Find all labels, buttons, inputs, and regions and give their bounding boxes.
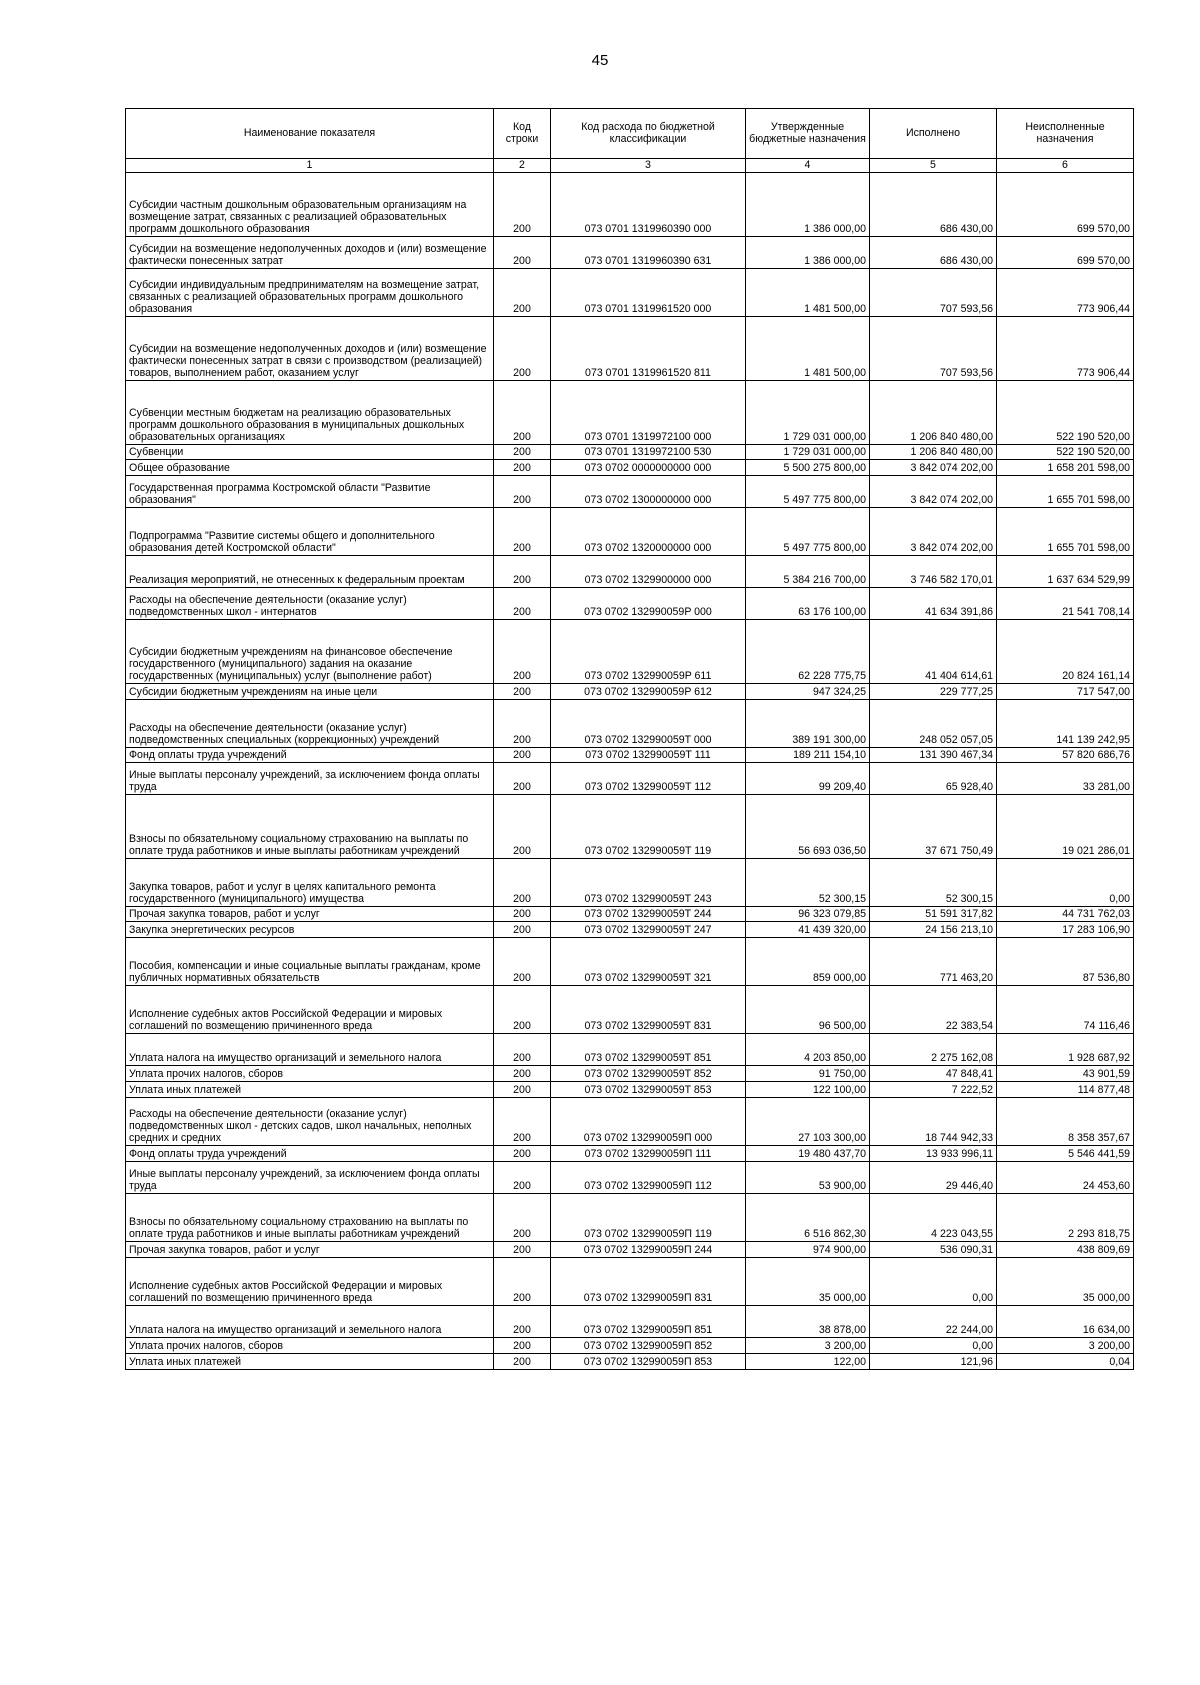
row-expense-code: 073 0701 1319961520 811: [551, 317, 746, 381]
row-unexecuted: 87 536,80: [997, 938, 1134, 986]
row-name: Уплата налога на имущество организаций и земельного налога: [126, 1034, 494, 1066]
row-line-code: 200: [494, 1034, 551, 1066]
table-row: [126, 684, 1134, 700]
table-row: [126, 1082, 1134, 1098]
row-expense-code: 073 0702 132990059П 852: [551, 1338, 746, 1354]
row-expense-code: 073 0702 0000000000 000: [551, 460, 746, 476]
row-expense-code: 073 0702 132990059T 111: [551, 748, 746, 763]
table-row: [126, 700, 1134, 748]
row-approved: 389 191 300,00: [746, 700, 870, 748]
table-row: [126, 620, 1134, 684]
row-expense-code: 073 0702 132990059P 611: [551, 620, 746, 684]
row-executed: 2 275 162,08: [870, 1034, 997, 1066]
row-executed: 131 390 467,34: [870, 748, 997, 763]
column-number: 4: [746, 159, 870, 173]
row-expense-code: 073 0702 132990059П 244: [551, 1242, 746, 1258]
row-line-code: 200: [494, 1066, 551, 1082]
row-line-code: 200: [494, 1146, 551, 1162]
row-unexecuted: 1 655 701 598,00: [997, 476, 1134, 508]
row-approved: 5 497 775 800,00: [746, 508, 870, 556]
row-name: Субвенции: [126, 445, 494, 460]
table-row: [126, 381, 1134, 445]
table-row: [126, 1162, 1134, 1194]
row-line-code: 200: [494, 476, 551, 508]
row-executed: 3 842 074 202,00: [870, 476, 997, 508]
row-executed: 0,00: [870, 1258, 997, 1306]
row-approved: 189 211 154,10: [746, 748, 870, 763]
row-line-code: 200: [494, 748, 551, 763]
row-line-code: 200: [494, 269, 551, 317]
header-executed: Исполнено: [870, 109, 997, 159]
table-row: [126, 269, 1134, 317]
row-expense-code: 073 0702 132990059T 112: [551, 763, 746, 795]
page-number: 45: [591, 52, 609, 69]
header-indicator-name: Наименование показателя: [126, 109, 494, 159]
row-executed: 41 634 391,86: [870, 588, 997, 620]
row-line-code: 200: [494, 795, 551, 859]
row-unexecuted: 20 824 161,14: [997, 620, 1134, 684]
row-name: Субсидии индивидуальным предпринимателям на возмещение затрат, связанных с реализацией образовательных программ дошкольного образования: [126, 269, 494, 317]
row-executed: 22 383,54: [870, 986, 997, 1034]
column-number-row: [126, 159, 1134, 173]
row-name: Субвенции местным бюджетам на реализацию образовательных программ дошкольного образования в муниципальных дошкольных образовательных организациях: [126, 381, 494, 445]
header-expense-code: Код расхода по бюджетной классификации: [551, 109, 746, 159]
row-line-code: 200: [494, 1082, 551, 1098]
row-expense-code: 073 0702 132990059T 321: [551, 938, 746, 986]
row-name: Субсидии на возмещение недополученных доходов и (или) возмещение фактически понесенных затрат в связи с производством (реализацией) товаров, выполнением работ, оказанием услуг: [126, 317, 494, 381]
row-executed: 13 933 996,11: [870, 1146, 997, 1162]
table-row: [126, 748, 1134, 763]
table-row: [126, 1194, 1134, 1242]
table-row: [126, 938, 1134, 986]
row-executed: 536 090,31: [870, 1242, 997, 1258]
row-executed: 52 300,15: [870, 859, 997, 907]
row-name: Взносы по обязательному социальному страхованию на выплаты по оплате труда работников и иные выплаты работникам учреждений: [126, 795, 494, 859]
row-expense-code: 073 0701 1319972100 530: [551, 445, 746, 460]
row-executed: 51 591 317,82: [870, 907, 997, 922]
row-line-code: 200: [494, 1242, 551, 1258]
row-expense-code: 073 0702 132990059T 853: [551, 1082, 746, 1098]
column-number: 1: [126, 159, 494, 173]
row-expense-code: 073 0701 1319960390 000: [551, 173, 746, 237]
row-unexecuted: 773 906,44: [997, 317, 1134, 381]
row-unexecuted: 522 190 520,00: [997, 381, 1134, 445]
row-unexecuted: 21 541 708,14: [997, 588, 1134, 620]
row-name: Фонд оплаты труда учреждений: [126, 748, 494, 763]
row-name: Расходы на обеспечение деятельности (оказание услуг) подведомственных специальных (коррекционных) учреждений: [126, 700, 494, 748]
row-unexecuted: 522 190 520,00: [997, 445, 1134, 460]
row-executed: 29 446,40: [870, 1162, 997, 1194]
row-approved: 1 386 000,00: [746, 237, 870, 269]
row-line-code: 200: [494, 460, 551, 476]
row-approved: 62 228 775,75: [746, 620, 870, 684]
table-row: [126, 795, 1134, 859]
row-line-code: 200: [494, 907, 551, 922]
row-executed: 686 430,00: [870, 237, 997, 269]
row-approved: 96 500,00: [746, 986, 870, 1034]
row-name: Уплата прочих налогов, сборов: [126, 1066, 494, 1082]
row-unexecuted: 5 546 441,59: [997, 1146, 1134, 1162]
row-executed: 65 928,40: [870, 763, 997, 795]
row-unexecuted: 699 570,00: [997, 173, 1134, 237]
row-approved: 56 693 036,50: [746, 795, 870, 859]
row-approved: 1 729 031 000,00: [746, 445, 870, 460]
table-row: [126, 1146, 1134, 1162]
row-executed: 37 671 750,49: [870, 795, 997, 859]
row-approved: 91 750,00: [746, 1066, 870, 1082]
row-name: Исполнение судебных актов Российской Федерации и мировых соглашений по возмещению причиненного вреда: [126, 986, 494, 1034]
column-number: 5: [870, 159, 997, 173]
row-expense-code: 073 0702 132990059T 244: [551, 907, 746, 922]
row-executed: 121,96: [870, 1354, 997, 1370]
row-line-code: 200: [494, 1162, 551, 1194]
row-name: Уплата иных платежей: [126, 1354, 494, 1370]
row-line-code: 200: [494, 763, 551, 795]
row-approved: 96 323 079,85: [746, 907, 870, 922]
row-unexecuted: 0,00: [997, 859, 1134, 907]
row-executed: 41 404 614,61: [870, 620, 997, 684]
row-name: Прочая закупка товаров, работ и услуг: [126, 907, 494, 922]
row-unexecuted: 773 906,44: [997, 269, 1134, 317]
header-row: [126, 109, 1134, 159]
row-unexecuted: 717 547,00: [997, 684, 1134, 700]
row-line-code: 200: [494, 381, 551, 445]
row-approved: 1 386 000,00: [746, 173, 870, 237]
row-name: Фонд оплаты труда учреждений: [126, 1146, 494, 1162]
table-row: [126, 508, 1134, 556]
row-approved: 859 000,00: [746, 938, 870, 986]
table-row: [126, 1306, 1134, 1338]
row-unexecuted: 35 000,00: [997, 1258, 1134, 1306]
row-line-code: 200: [494, 445, 551, 460]
table-row: [126, 1242, 1134, 1258]
table-body: [126, 173, 1134, 1370]
row-line-code: 200: [494, 1306, 551, 1338]
row-line-code: 200: [494, 588, 551, 620]
row-line-code: 200: [494, 1098, 551, 1146]
row-expense-code: 073 0701 1319960390 631: [551, 237, 746, 269]
table-row: [126, 476, 1134, 508]
row-expense-code: 073 0702 132990059T 119: [551, 795, 746, 859]
row-line-code: 200: [494, 922, 551, 938]
row-approved: 63 176 100,00: [746, 588, 870, 620]
row-approved: 3 200,00: [746, 1338, 870, 1354]
row-unexecuted: 57 820 686,76: [997, 748, 1134, 763]
row-line-code: 200: [494, 317, 551, 381]
row-executed: 0,00: [870, 1338, 997, 1354]
row-approved: 1 481 500,00: [746, 269, 870, 317]
table-row: [126, 556, 1134, 588]
budget-execution-table: [125, 108, 1134, 1370]
row-name: Исполнение судебных актов Российской Федерации и мировых соглашений по возмещению причиненного вреда: [126, 1258, 494, 1306]
row-unexecuted: 19 021 286,01: [997, 795, 1134, 859]
row-executed: 47 848,41: [870, 1066, 997, 1082]
row-approved: 99 209,40: [746, 763, 870, 795]
row-approved: 41 439 320,00: [746, 922, 870, 938]
row-name: Уплата прочих налогов, сборов: [126, 1338, 494, 1354]
row-executed: 771 463,20: [870, 938, 997, 986]
row-line-code: 200: [494, 1338, 551, 1354]
row-approved: 1 729 031 000,00: [746, 381, 870, 445]
row-name: Закупка энергетических ресурсов: [126, 922, 494, 938]
row-approved: 53 900,00: [746, 1162, 870, 1194]
row-line-code: 200: [494, 556, 551, 588]
row-expense-code: 073 0702 132990059П 853: [551, 1354, 746, 1370]
column-number: 6: [997, 159, 1134, 173]
row-line-code: 200: [494, 1354, 551, 1370]
row-name: Расходы на обеспечение деятельности (оказание услуг) подведомственных школ - интернатов: [126, 588, 494, 620]
row-approved: 35 000,00: [746, 1258, 870, 1306]
row-expense-code: 073 0702 132990059T 851: [551, 1034, 746, 1066]
row-expense-code: 073 0702 1329900000 000: [551, 556, 746, 588]
row-name: Иные выплаты персоналу учреждений, за исключением фонда оплаты труда: [126, 1162, 494, 1194]
row-name: Субсидии бюджетным учреждениям на иные цели: [126, 684, 494, 700]
row-name: Подпрограмма "Развитие системы общего и дополнительного образования детей Костромской области": [126, 508, 494, 556]
row-executed: 3 842 074 202,00: [870, 460, 997, 476]
row-name: Субсидии бюджетным учреждениям на финансовое обеспечение государственного (муниципального) задания на оказание государственных (муниципальных) услуг (выполнение работ): [126, 620, 494, 684]
row-name: Субсидии на возмещение недополученных доходов и (или) возмещение фактически понесенных затрат: [126, 237, 494, 269]
row-approved: 4 203 850,00: [746, 1034, 870, 1066]
row-line-code: 200: [494, 1194, 551, 1242]
row-name: Общее образование: [126, 460, 494, 476]
row-executed: 248 052 057,05: [870, 700, 997, 748]
row-unexecuted: 24 453,60: [997, 1162, 1134, 1194]
row-unexecuted: 16 634,00: [997, 1306, 1134, 1338]
table-row: [126, 859, 1134, 907]
table-row: [126, 922, 1134, 938]
row-expense-code: 073 0702 132990059T 247: [551, 922, 746, 938]
table-row: [126, 986, 1134, 1034]
row-unexecuted: 1 655 701 598,00: [997, 508, 1134, 556]
row-executed: 3 746 582 170,01: [870, 556, 997, 588]
row-approved: 38 878,00: [746, 1306, 870, 1338]
row-approved: 19 480 437,70: [746, 1146, 870, 1162]
row-executed: 229 777,25: [870, 684, 997, 700]
row-expense-code: 073 0702 132990059П 831: [551, 1258, 746, 1306]
row-unexecuted: 438 809,69: [997, 1242, 1134, 1258]
row-executed: 7 222,52: [870, 1082, 997, 1098]
row-unexecuted: 33 281,00: [997, 763, 1134, 795]
row-expense-code: 073 0702 132990059П 111: [551, 1146, 746, 1162]
row-name: Прочая закупка товаров, работ и услуг: [126, 1242, 494, 1258]
row-line-code: 200: [494, 684, 551, 700]
row-executed: 1 206 840 480,00: [870, 445, 997, 460]
row-executed: 707 593,56: [870, 269, 997, 317]
table-row: [126, 1338, 1134, 1354]
row-executed: 3 842 074 202,00: [870, 508, 997, 556]
header-approved: Утвержденные бюджетные назначения: [746, 109, 870, 159]
table-row: [126, 1098, 1134, 1146]
row-approved: 6 516 862,30: [746, 1194, 870, 1242]
row-name: Уплата иных платежей: [126, 1082, 494, 1098]
row-executed: 686 430,00: [870, 173, 997, 237]
header-line-code: Код строки: [494, 109, 551, 159]
row-unexecuted: 114 877,48: [997, 1082, 1134, 1098]
row-line-code: 200: [494, 938, 551, 986]
row-line-code: 200: [494, 620, 551, 684]
row-approved: 122,00: [746, 1354, 870, 1370]
row-name: Реализация мероприятий, не отнесенных к федеральным проектам: [126, 556, 494, 588]
row-name: Закупка товаров, работ и услуг в целях капитального ремонта государственного (муниципального) имущества: [126, 859, 494, 907]
row-approved: 27 103 300,00: [746, 1098, 870, 1146]
row-expense-code: 073 0701 1319961520 000: [551, 269, 746, 317]
table-row: [126, 907, 1134, 922]
row-expense-code: 073 0702 1320000000 000: [551, 508, 746, 556]
row-line-code: 200: [494, 1258, 551, 1306]
table-row: [126, 237, 1134, 269]
row-expense-code: 073 0702 132990059P 000: [551, 588, 746, 620]
row-unexecuted: 141 139 242,95: [997, 700, 1134, 748]
row-expense-code: 073 0701 1319972100 000: [551, 381, 746, 445]
row-unexecuted: 699 570,00: [997, 237, 1134, 269]
row-expense-code: 073 0702 132990059T 852: [551, 1066, 746, 1082]
row-unexecuted: 1 658 201 598,00: [997, 460, 1134, 476]
row-executed: 22 244,00: [870, 1306, 997, 1338]
row-name: Пособия, компенсации и иные социальные выплаты гражданам, кроме публичных нормативных обязательств: [126, 938, 494, 986]
row-expense-code: 073 0702 132990059П 119: [551, 1194, 746, 1242]
row-name: Расходы на обеспечение деятельности (оказание услуг) подведомственных школ - детских садов, школ начальных, неполных средних и средних: [126, 1098, 494, 1146]
row-executed: 707 593,56: [870, 317, 997, 381]
table-row: [126, 445, 1134, 460]
table-row: [126, 1354, 1134, 1370]
table-row: [126, 173, 1134, 237]
header-unexecuted: Неисполненные назначения: [997, 109, 1134, 159]
row-unexecuted: 8 358 357,67: [997, 1098, 1134, 1146]
row-expense-code: 073 0702 1300000000 000: [551, 476, 746, 508]
row-approved: 122 100,00: [746, 1082, 870, 1098]
row-approved: 974 900,00: [746, 1242, 870, 1258]
table-row: [126, 763, 1134, 795]
row-expense-code: 073 0702 132990059П 000: [551, 1098, 746, 1146]
row-line-code: 200: [494, 859, 551, 907]
row-line-code: 200: [494, 986, 551, 1034]
row-approved: 5 497 775 800,00: [746, 476, 870, 508]
row-approved: 947 324,25: [746, 684, 870, 700]
row-unexecuted: 0,04: [997, 1354, 1134, 1370]
row-line-code: 200: [494, 508, 551, 556]
row-executed: 4 223 043,55: [870, 1194, 997, 1242]
row-executed: 1 206 840 480,00: [870, 381, 997, 445]
row-line-code: 200: [494, 237, 551, 269]
row-approved: 5 500 275 800,00: [746, 460, 870, 476]
row-line-code: 200: [494, 173, 551, 237]
table-row: [126, 1066, 1134, 1082]
table-row: [126, 317, 1134, 381]
column-number: 3: [551, 159, 746, 173]
table-row: [126, 460, 1134, 476]
row-executed: 24 156 213,10: [870, 922, 997, 938]
row-unexecuted: 2 293 818,75: [997, 1194, 1134, 1242]
row-expense-code: 073 0702 132990059T 243: [551, 859, 746, 907]
row-unexecuted: 43 901,59: [997, 1066, 1134, 1082]
row-unexecuted: 3 200,00: [997, 1338, 1134, 1354]
row-executed: 18 744 942,33: [870, 1098, 997, 1146]
row-unexecuted: 74 116,46: [997, 986, 1134, 1034]
row-expense-code: 073 0702 132990059T 831: [551, 986, 746, 1034]
row-expense-code: 073 0702 132990059П 851: [551, 1306, 746, 1338]
row-expense-code: 073 0702 132990059П 112: [551, 1162, 746, 1194]
row-name: Взносы по обязательному социальному страхованию на выплаты по оплате труда работников и иные выплаты работникам учреждений: [126, 1194, 494, 1242]
table-row: [126, 1258, 1134, 1306]
row-unexecuted: 1 928 687,92: [997, 1034, 1134, 1066]
row-name: Субсидии частным дошкольным образовательным организациям на возмещение затрат, связанных с реализацией образовательных программ дошкольного образования: [126, 173, 494, 237]
table-row: [126, 588, 1134, 620]
row-name: Иные выплаты персоналу учреждений, за исключением фонда оплаты труда: [126, 763, 494, 795]
row-expense-code: 073 0702 132990059P 612: [551, 684, 746, 700]
row-name: Уплата налога на имущество организаций и земельного налога: [126, 1306, 494, 1338]
row-approved: 1 481 500,00: [746, 317, 870, 381]
column-number: 2: [494, 159, 551, 173]
row-name: Государственная программа Костромской области "Развитие образования": [126, 476, 494, 508]
row-expense-code: 073 0702 132990059T 000: [551, 700, 746, 748]
row-approved: 52 300,15: [746, 859, 870, 907]
row-unexecuted: 1 637 634 529,99: [997, 556, 1134, 588]
row-unexecuted: 17 283 106,90: [997, 922, 1134, 938]
row-unexecuted: 44 731 762,03: [997, 907, 1134, 922]
table-row: [126, 1034, 1134, 1066]
row-line-code: 200: [494, 700, 551, 748]
row-approved: 5 384 216 700,00: [746, 556, 870, 588]
